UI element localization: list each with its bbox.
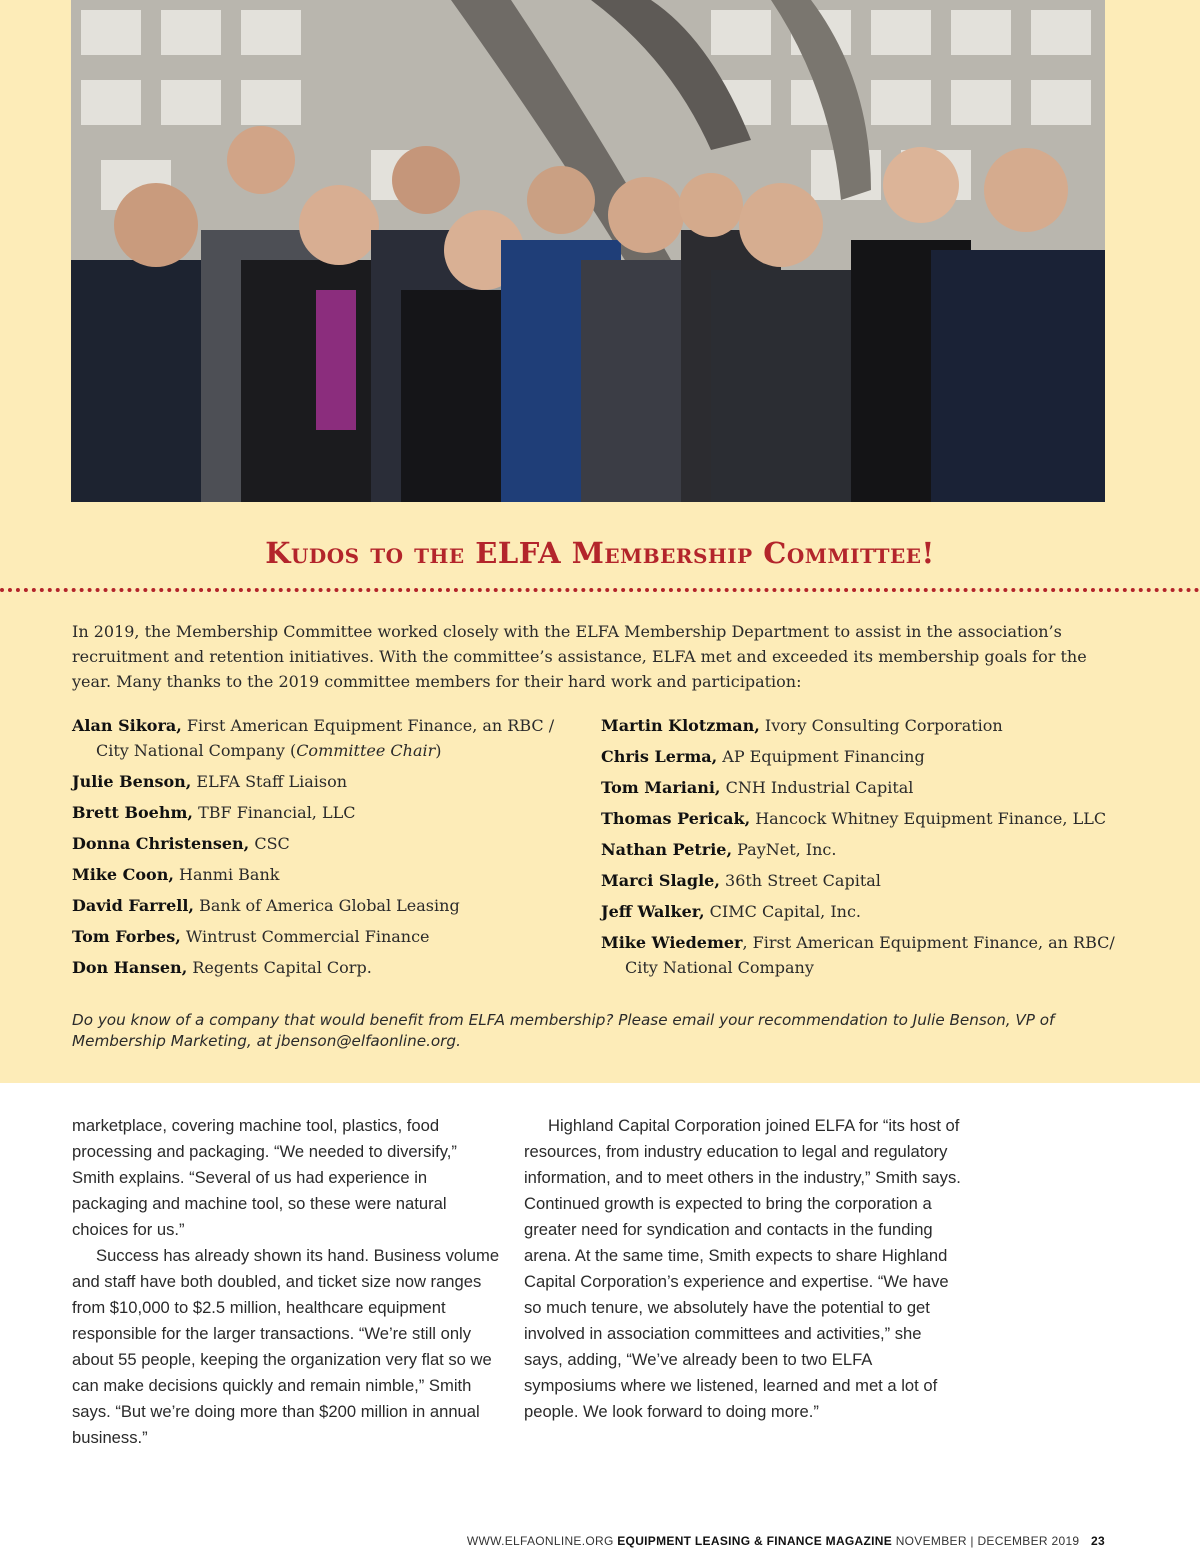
member-name: David Farrell, xyxy=(72,896,194,915)
group-photo-illustration xyxy=(71,0,1105,502)
committee-members-left xyxy=(72,713,572,986)
page-footer xyxy=(467,1534,1105,1548)
member-item xyxy=(72,862,572,887)
member-affiliation: CIMC Capital, Inc. xyxy=(704,902,862,921)
dotted-divider xyxy=(0,588,1200,592)
member-name: Martin Klotzman, xyxy=(601,716,760,735)
footer-issue: NOVEMBER | DECEMBER 2019 xyxy=(895,1534,1080,1548)
sidebar-headline: Kudos to the ELFA Membership Committee! xyxy=(265,536,935,570)
member-name: Marci Slagle, xyxy=(601,871,720,890)
article-paragraph: Success has already shown its hand. Business volume and staff have both doubled, and ticket size now ranges from $10,000 to $2.5 million, healthcare equipment responsible for the larger transactions. “We’re still only about 55 people, keeping the organization very flat so we can make decisions quickly and remain nimble,” Smith says. “But we’re doing more than $200 million in annual business.” xyxy=(72,1246,500,1447)
member-affiliation: , First American Equipment Finance, an RBC/ City National Company xyxy=(625,933,1115,977)
membership-referral-note: Do you know of a company that would benefit from ELFA membership? Please email your recommendation to Julie Benson, VP of Membership Marketing, at jbenson@elfaonline.org. xyxy=(72,1011,1055,1050)
member-name: Chris Lerma, xyxy=(601,747,718,766)
member-item xyxy=(601,899,1121,924)
member-affiliation: Regents Capital Corp. xyxy=(187,958,372,977)
member-name: Mike Coon, xyxy=(72,865,174,884)
member-affiliation: CNH Industrial Capital xyxy=(720,778,914,797)
member-name: Julie Benson, xyxy=(72,772,192,791)
committee-members-right xyxy=(601,713,1121,986)
member-affiliation: AP Equipment Financing xyxy=(717,747,925,766)
member-name: Mike Wiedemer xyxy=(601,933,743,952)
committee-group-photo xyxy=(71,0,1105,502)
member-affiliation: TBF Financial, LLC xyxy=(193,803,356,822)
member-affiliation: Wintrust Commercial Finance xyxy=(180,927,430,946)
member-name: Brett Boehm, xyxy=(72,803,193,822)
member-name: Alan Sikora, xyxy=(72,716,182,735)
member-affiliation: Hanmi Bank xyxy=(173,865,280,884)
footer-magazine-title: EQUIPMENT LEASING & FINANCE MAGAZINE xyxy=(617,1534,893,1548)
member-role-close: ) xyxy=(435,741,442,760)
member-item xyxy=(72,924,572,949)
member-item xyxy=(601,775,1121,800)
member-item xyxy=(72,713,572,763)
article-paragraph: Highland Capital Corporation joined ELFA for “its host of resources, from industry education to legal and regulatory information, and to meet others in the industry,” Smith says. Continued growth is expected to bring the corporation a greater need for syndication and contacts in the funding arena. At the same time, Smith expects to share Highland Capital Corporation’s experience and expertise. “We have so much tenure, we absolutely have the potential to get involved in association committees and activities,” she says, adding, “We’ve already been to two ELFA symposiums where we listened, learned and met a lot of people. We look forward to doing more.” xyxy=(524,1116,961,1421)
member-name: Tom Forbes, xyxy=(72,927,181,946)
member-name: Nathan Petrie, xyxy=(601,840,733,859)
member-item xyxy=(601,930,1121,980)
member-name: Thomas Pericak, xyxy=(601,809,751,828)
member-affiliation: Hancock Whitney Equipment Finance, LLC xyxy=(750,809,1107,828)
sidebar-intro: In 2019, the Membership Committee worked closely with the ELFA Membership Department to assist in the association’s recruitment and retention initiatives. With the committee’s assistance, ELFA met and exceeded its membership goals for the year. Many thanks to the 2019 committee members for their hard work and participation: xyxy=(72,622,1087,691)
article-column-right xyxy=(524,1113,964,1425)
member-affiliation: CSC xyxy=(249,834,290,853)
member-affiliation: PayNet, Inc. xyxy=(732,840,837,859)
footer-website: WWW.ELFAONLINE.ORG xyxy=(466,1534,614,1548)
member-item xyxy=(601,713,1121,738)
member-name: Jeff Walker, xyxy=(601,902,705,921)
member-item xyxy=(72,831,572,856)
member-name: Don Hansen, xyxy=(72,958,188,977)
member-item xyxy=(601,806,1121,831)
member-item xyxy=(72,769,572,794)
member-affiliation: Ivory Consulting Corporation xyxy=(759,716,1003,735)
page-number: 23 xyxy=(1091,1534,1105,1548)
member-role-note: Committee Chair xyxy=(296,741,436,760)
member-affiliation: First American Equipment Finance, an RBC / City National Company ( xyxy=(96,716,555,760)
member-affiliation: ELFA Staff Liaison xyxy=(191,772,347,791)
member-affiliation: 36th Street Capital xyxy=(719,871,881,890)
member-item xyxy=(601,744,1121,769)
member-item xyxy=(72,893,572,918)
member-item xyxy=(72,955,572,980)
member-affiliation: Bank of America Global Leasing xyxy=(194,896,460,915)
member-name: Tom Mariani, xyxy=(601,778,721,797)
member-item xyxy=(601,837,1121,862)
article-column-left xyxy=(72,1113,502,1451)
member-item xyxy=(72,800,572,825)
article-paragraph: marketplace, covering machine tool, plastics, food processing and packaging. “We needed to diversify,” Smith explains. “Several of us had experience in packaging and machine tool, so these were natural choices for us.” xyxy=(72,1116,457,1239)
member-name: Donna Christensen, xyxy=(72,834,250,853)
member-item xyxy=(601,868,1121,893)
